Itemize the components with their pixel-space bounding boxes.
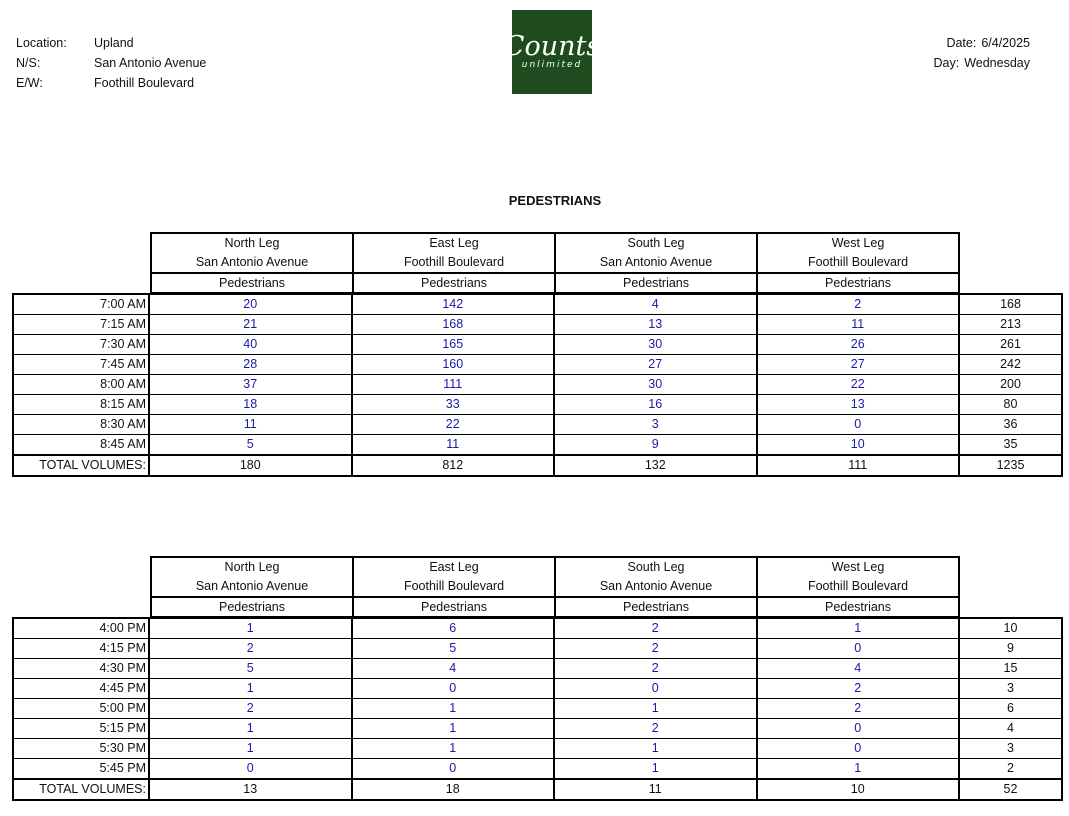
- ns-label: N/S:: [16, 56, 41, 70]
- row-total-cell: 36: [1003, 417, 1018, 431]
- time-cell: 7:00 AM: [14, 295, 150, 314]
- value-cell: 0: [758, 739, 961, 758]
- column-name: [354, 558, 554, 596]
- street-name: Foothill Boulevard: [403, 255, 505, 269]
- value-cell: 18: [150, 395, 353, 414]
- value-cell: 2: [758, 679, 961, 698]
- location-value: Upland: [94, 36, 134, 50]
- time-cell: 7:15 AM: [14, 315, 150, 334]
- totals-row: [14, 780, 1061, 799]
- mode-label: Pedestrians: [758, 272, 958, 293]
- time-cell: 5:45 PM: [14, 759, 150, 778]
- value-cell: 1: [353, 699, 556, 718]
- row-total-cell: 213: [1000, 317, 1021, 331]
- value-cell: 1: [758, 759, 961, 778]
- ew-label: E/W:: [16, 76, 43, 90]
- table-row: [14, 355, 1061, 375]
- value-cell: 0: [758, 719, 961, 738]
- value-cell: 28: [150, 355, 353, 374]
- mode-label: Pedestrians: [354, 272, 554, 293]
- column-header: [758, 558, 958, 616]
- value-cell: 1: [555, 739, 758, 758]
- column-name: [152, 558, 352, 596]
- mode-label: Pedestrians: [556, 272, 756, 293]
- row-total-cell: 242: [1000, 357, 1021, 371]
- total-cell: 111: [758, 456, 961, 475]
- totals-label: TOTAL VOLUMES:: [14, 780, 150, 799]
- column-header: [556, 234, 758, 292]
- value-cell: 1: [555, 759, 758, 778]
- table-row: [14, 759, 1061, 780]
- data-rows: [12, 293, 1063, 477]
- row-total-cell: 3: [1007, 741, 1014, 755]
- value-cell: 1: [150, 619, 353, 638]
- row-total-cell: 4: [1007, 721, 1014, 735]
- street-name: Foothill Boulevard: [403, 579, 505, 593]
- value-cell: 165: [353, 335, 556, 354]
- street-name: San Antonio Avenue: [599, 255, 713, 269]
- value-cell: 22: [353, 415, 556, 434]
- value-cell: 1: [150, 739, 353, 758]
- totals-label: TOTAL VOLUMES:: [14, 456, 150, 475]
- value-cell: 27: [555, 355, 758, 374]
- street-name: San Antonio Avenue: [195, 255, 309, 269]
- leg-name: North Leg: [224, 236, 280, 250]
- location-row: [16, 33, 206, 53]
- time-cell: 5:15 PM: [14, 719, 150, 738]
- column-header: [354, 558, 556, 616]
- day-row: [934, 53, 1031, 73]
- row-total-cell: 10: [1003, 621, 1018, 635]
- time-cell: 8:45 AM: [14, 435, 150, 454]
- value-cell: 3: [555, 415, 758, 434]
- table-row: [14, 435, 1061, 456]
- row-total-cell: 3: [1007, 681, 1014, 695]
- ew-row: [16, 73, 206, 93]
- mode-label: Pedestrians: [556, 596, 756, 617]
- total-cell: 10: [758, 780, 961, 799]
- value-cell: 2: [555, 659, 758, 678]
- column-header: [354, 234, 556, 292]
- value-cell: 20: [150, 295, 353, 314]
- value-cell: 11: [150, 415, 353, 434]
- table-row: [14, 679, 1061, 699]
- date-value: 6/4/2025: [981, 36, 1030, 50]
- row-total-cell: 6: [1007, 701, 1014, 715]
- time-cell: 4:00 PM: [14, 619, 150, 638]
- value-cell: 9: [555, 435, 758, 454]
- value-cell: 16: [555, 395, 758, 414]
- location-label: Location:: [16, 36, 67, 50]
- value-cell: 6: [353, 619, 556, 638]
- table-row: [14, 415, 1061, 435]
- value-cell: 21: [150, 315, 353, 334]
- row-total-cell: 261: [1000, 337, 1021, 351]
- row-total-cell: 35: [1003, 437, 1018, 451]
- value-cell: 11: [758, 315, 961, 334]
- column-name: [152, 234, 352, 272]
- value-cell: 0: [353, 679, 556, 698]
- table-row: [14, 739, 1061, 759]
- total-cell: 18: [353, 780, 556, 799]
- header-info: [16, 33, 206, 93]
- value-cell: 168: [353, 315, 556, 334]
- value-cell: 5: [150, 659, 353, 678]
- value-cell: 0: [758, 639, 961, 658]
- column-header: [152, 558, 354, 616]
- value-cell: 26: [758, 335, 961, 354]
- time-cell: 4:45 PM: [14, 679, 150, 698]
- value-cell: 5: [353, 639, 556, 658]
- value-cell: 1: [150, 719, 353, 738]
- value-cell: 1: [150, 679, 353, 698]
- table-row: [14, 699, 1061, 719]
- time-cell: 4:15 PM: [14, 639, 150, 658]
- value-cell: 111: [353, 375, 556, 394]
- leg-name: East Leg: [429, 560, 479, 574]
- street-name: San Antonio Avenue: [599, 579, 713, 593]
- table-row: [14, 295, 1061, 315]
- table-row: [14, 619, 1061, 639]
- street-name: Foothill Boulevard: [807, 579, 909, 593]
- value-cell: 27: [758, 355, 961, 374]
- value-cell: 5: [150, 435, 353, 454]
- leg-name: North Leg: [224, 560, 280, 574]
- value-cell: 1: [353, 739, 556, 758]
- value-cell: 37: [150, 375, 353, 394]
- total-cell: 132: [555, 456, 758, 475]
- column-header: [556, 558, 758, 616]
- logo-wordmark: Counts: [503, 31, 601, 62]
- row-total-cell: 2: [1007, 761, 1014, 775]
- column-name: [354, 234, 554, 272]
- table-row: [14, 639, 1061, 659]
- value-cell: 2: [758, 295, 961, 314]
- table-row: [14, 659, 1061, 679]
- column-name: [556, 234, 756, 272]
- value-cell: 2: [555, 719, 758, 738]
- value-cell: 13: [555, 315, 758, 334]
- table-row: [14, 375, 1061, 395]
- leg-name: West Leg: [831, 236, 885, 250]
- row-total-cell: 168: [1000, 297, 1021, 311]
- street-name: Foothill Boulevard: [807, 255, 909, 269]
- section-title: PEDESTRIANS: [508, 193, 602, 208]
- value-cell: 2: [555, 619, 758, 638]
- row-total-cell: 15: [1003, 661, 1018, 675]
- total-cell: 180: [150, 456, 353, 475]
- counts-unlimited-logo: [503, 10, 601, 94]
- ns-row: [16, 53, 206, 73]
- column-header: [152, 234, 354, 292]
- table-row: [14, 719, 1061, 739]
- value-cell: 4: [758, 659, 961, 678]
- table-row: [14, 335, 1061, 355]
- value-cell: 13: [758, 395, 961, 414]
- table-row: [14, 395, 1061, 415]
- ns-value: San Antonio Avenue: [94, 56, 207, 70]
- value-cell: 0: [353, 759, 556, 778]
- value-cell: 2: [555, 639, 758, 658]
- data-rows: [12, 617, 1063, 801]
- time-cell: 7:45 AM: [14, 355, 150, 374]
- time-cell: 5:00 PM: [14, 699, 150, 718]
- column-name: [758, 558, 958, 596]
- grand-total-cell: 52: [1003, 782, 1018, 796]
- value-cell: 11: [353, 435, 556, 454]
- value-cell: 142: [353, 295, 556, 314]
- value-cell: 40: [150, 335, 353, 354]
- mode-label: Pedestrians: [354, 596, 554, 617]
- total-cell: 13: [150, 780, 353, 799]
- time-cell: 5:30 PM: [14, 739, 150, 758]
- mode-label: Pedestrians: [758, 596, 958, 617]
- value-cell: 1: [758, 619, 961, 638]
- date-label: Date:: [946, 36, 977, 50]
- value-cell: 1: [555, 699, 758, 718]
- value-cell: 4: [555, 295, 758, 314]
- column-name: [556, 558, 756, 596]
- grand-total-cell: 1235: [996, 458, 1025, 472]
- day-label: Day:: [933, 56, 960, 70]
- leg-name: East Leg: [429, 236, 479, 250]
- total-cell: 812: [353, 456, 556, 475]
- logo-subtext: unlimited: [521, 60, 583, 70]
- value-cell: 22: [758, 375, 961, 394]
- ew-value: Foothill Boulevard: [94, 76, 195, 90]
- time-cell: 8:30 AM: [14, 415, 150, 434]
- value-cell: 2: [150, 699, 353, 718]
- value-cell: 4: [353, 659, 556, 678]
- mode-label: Pedestrians: [152, 272, 352, 293]
- table-row: [14, 315, 1061, 335]
- time-cell: 7:30 AM: [14, 335, 150, 354]
- value-cell: 1: [353, 719, 556, 738]
- totals-row: [14, 456, 1061, 475]
- value-cell: 2: [758, 699, 961, 718]
- leg-name: West Leg: [831, 560, 885, 574]
- row-total-cell: 200: [1000, 377, 1021, 391]
- value-cell: 160: [353, 355, 556, 374]
- leg-name: South Leg: [627, 560, 685, 574]
- value-cell: 2: [150, 639, 353, 658]
- time-cell: 4:30 PM: [14, 659, 150, 678]
- value-cell: 33: [353, 395, 556, 414]
- value-cell: 30: [555, 335, 758, 354]
- row-total-cell: 9: [1007, 641, 1014, 655]
- date-row: [934, 33, 1031, 53]
- value-cell: 30: [555, 375, 758, 394]
- mode-label: Pedestrians: [152, 596, 352, 617]
- value-cell: 10: [758, 435, 961, 454]
- column-headers: [150, 232, 960, 294]
- column-header: [758, 234, 958, 292]
- time-cell: 8:15 AM: [14, 395, 150, 414]
- time-cell: 8:00 AM: [14, 375, 150, 394]
- day-value: Wednesday: [964, 56, 1030, 70]
- value-cell: 0: [555, 679, 758, 698]
- total-cell: 11: [555, 780, 758, 799]
- row-total-cell: 80: [1003, 397, 1018, 411]
- street-name: San Antonio Avenue: [195, 579, 309, 593]
- header-date-info: [934, 33, 1031, 73]
- column-headers: [150, 556, 960, 618]
- value-cell: 0: [758, 415, 961, 434]
- value-cell: 0: [150, 759, 353, 778]
- leg-name: South Leg: [627, 236, 685, 250]
- column-name: [758, 234, 958, 272]
